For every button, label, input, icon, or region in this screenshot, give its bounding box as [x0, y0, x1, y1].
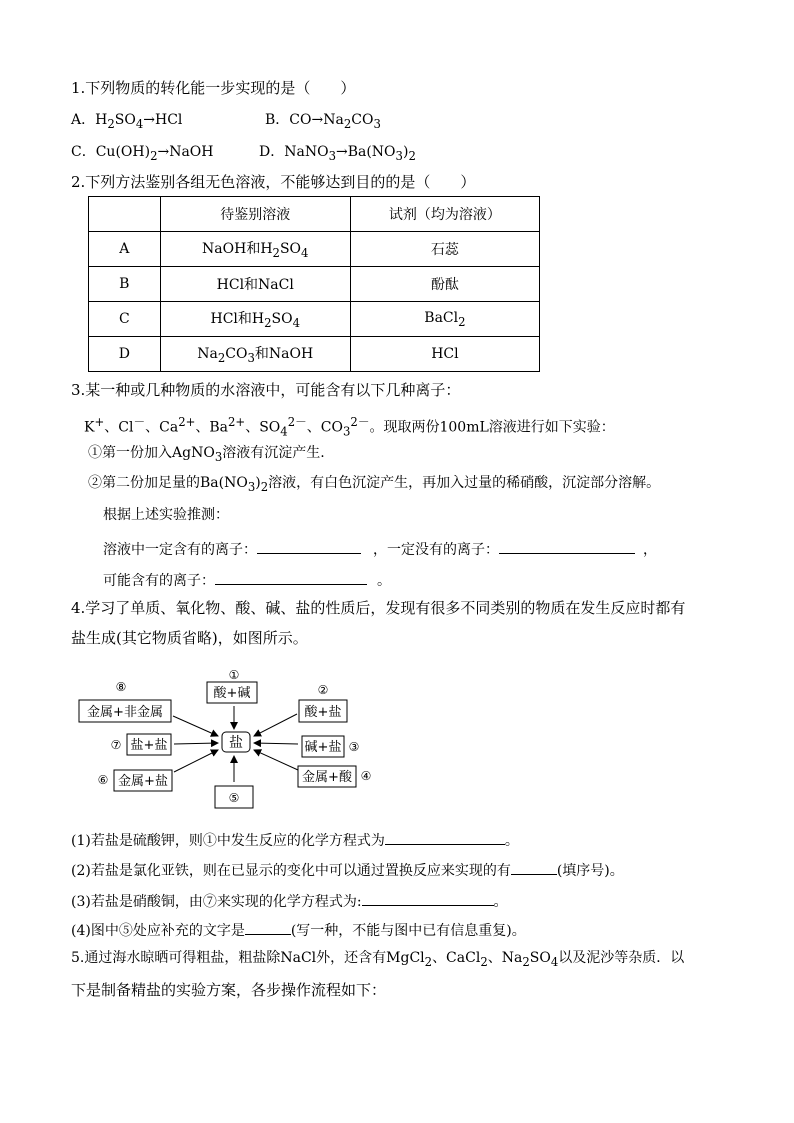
node-7-label: 盐+盐	[130, 738, 168, 753]
arrow-2	[254, 714, 297, 736]
q1-option-c: C．$Cu(OH)_2\to NaOH$	[71, 144, 214, 163]
node-6-number: ⑥	[97, 773, 109, 787]
node-5-number: ⑤	[228, 791, 240, 805]
node-4-number: ④	[360, 769, 372, 783]
row-label: B	[89, 267, 161, 302]
q4-sub-1: (1)若盐是硫酸钾，则①中发生反应的化学方程式为 。	[71, 828, 519, 851]
q1-option-b: B．$CO\to Na_2CO_3$	[265, 112, 381, 131]
arrow-7	[174, 743, 218, 744]
header-cell	[89, 197, 161, 232]
node-1-number: ①	[228, 668, 240, 682]
sub4-blank[interactable]	[245, 918, 291, 935]
q5-stem-1: 5.通过海水晾晒可得粗盐，粗盐除NaCl外，还含有MgCl$_2$、CaCl$_2$、$Na_2SO_4$以及泥沙等杂质．以	[71, 950, 685, 969]
reagent-cell: BaCl$_2$	[350, 302, 539, 337]
reagent-cell: 石蕊	[350, 232, 539, 267]
table-header-row	[89, 197, 540, 232]
q1-stem: 1.下列物质的转化能一步实现的是（ ）	[71, 79, 356, 97]
q1-option-d: D．$NaNO_3\to Ba(NO_3)_2$	[259, 144, 416, 163]
table-row	[89, 302, 540, 337]
node-7-number: ⑦	[110, 738, 122, 752]
table-row	[89, 337, 540, 372]
reagent-cell: HCl	[350, 337, 539, 372]
node-2-number: ②	[317, 683, 329, 697]
q3-experiment-2: ②第二份加足量的$Ba(NO_3)_2$溶液，有白色沉淀产生，再加入过量的稀硝酸，沉淀部分溶解。	[88, 475, 661, 494]
node-2-label: 酸+盐	[304, 705, 342, 720]
arrow-4	[254, 750, 298, 770]
sub1-blank[interactable]	[385, 828, 505, 845]
q4-stem-2: 盐生成(其它物质省略)，如图所示。	[71, 629, 308, 647]
table-row	[89, 232, 540, 267]
q3-experiment-1: ①第一份加入AgNO$_3$溶液有沉淀产生.	[88, 445, 325, 464]
q3-ion-list: K+、Cl－、$Ca^{2+}$、$Ba^{2+}$、$SO_4^{2-}$、$CO_3^{2-}$。现取两份100mL溶液进行如下实验：	[84, 415, 615, 439]
header-cell: 待鉴别溶液	[160, 197, 350, 232]
sub2-blank[interactable]	[511, 858, 557, 875]
header-cell: 试剂（均为溶液）	[350, 197, 539, 232]
q5-stem-2: 下是制备精盐的实验方案，各步操作流程如下：	[71, 981, 387, 999]
solution-cell: HCl和$H_2SO_4$	[160, 302, 350, 337]
must-not-contain-blank[interactable]	[499, 537, 635, 554]
row-label: D	[89, 337, 161, 372]
q4-stem-1: 4.学习了单质、氧化物、酸、碱、盐的性质后，发现有很多不同类别的物质在发生反应时都有	[71, 599, 686, 617]
maybe-contain-blank[interactable]	[215, 568, 367, 585]
node-3-number: ③	[348, 740, 360, 754]
q2-stem: 2.下列方法鉴别各组无色溶液，不能够达到目的的是（ ）	[71, 173, 476, 191]
solution-cell: $Na_2CO_3$和NaOH	[160, 337, 350, 372]
must-contain-blank[interactable]	[257, 537, 361, 554]
q4-sub-3: (3)若盐是硝酸铜，由⑦来实现的化学方程式为: 。	[71, 889, 508, 912]
node-8-number: ⑧	[115, 680, 127, 694]
reagent-cell: 酚酞	[350, 267, 539, 302]
node-1-label: 酸+碱	[213, 686, 251, 701]
node-8-label: 金属+非金属	[87, 705, 163, 720]
q3-answer-line-2: 可能含有的离子： 。	[103, 568, 391, 591]
q3-stem: 3.某一种或几种物质的水溶液中，可能含有以下几种离子：	[71, 381, 461, 399]
row-label: A	[89, 232, 161, 267]
q2-table	[88, 196, 540, 372]
q4-sub-2: (2)若盐是氯化亚铁，则在已显示的变化中可以通过置换反应来实现的有 (填序号)。	[71, 858, 624, 881]
q4-sub-4: (4)图中⑤处应补充的文字是 (写一种，不能与图中已有信息重复)。	[71, 918, 526, 941]
table-row	[89, 267, 540, 302]
row-label: C	[89, 302, 161, 337]
q1-option-a: A．$H_2SO_4\to HCl$	[71, 112, 183, 131]
node-3-label: 碱+盐	[304, 740, 342, 755]
node-6-label: 金属+盐	[118, 774, 168, 789]
solution-cell: NaOH和$H_2SO_4$	[160, 232, 350, 267]
salt-formation-diagram	[60, 664, 390, 814]
q3-answer-line-1: 溶液中一定含有的离子： ，一定没有的离子： ，	[103, 537, 657, 560]
center-salt-label: 盐	[229, 735, 243, 751]
solution-cell: HCl和NaCl	[160, 267, 350, 302]
arrow-6	[174, 750, 218, 772]
arrow-3	[254, 743, 298, 744]
sub3-blank[interactable]	[362, 889, 494, 906]
node-4-label: 金属+酸	[302, 770, 352, 785]
arrow-8	[173, 716, 218, 736]
q3-infer: 根据上述实验推测：	[103, 507, 229, 523]
